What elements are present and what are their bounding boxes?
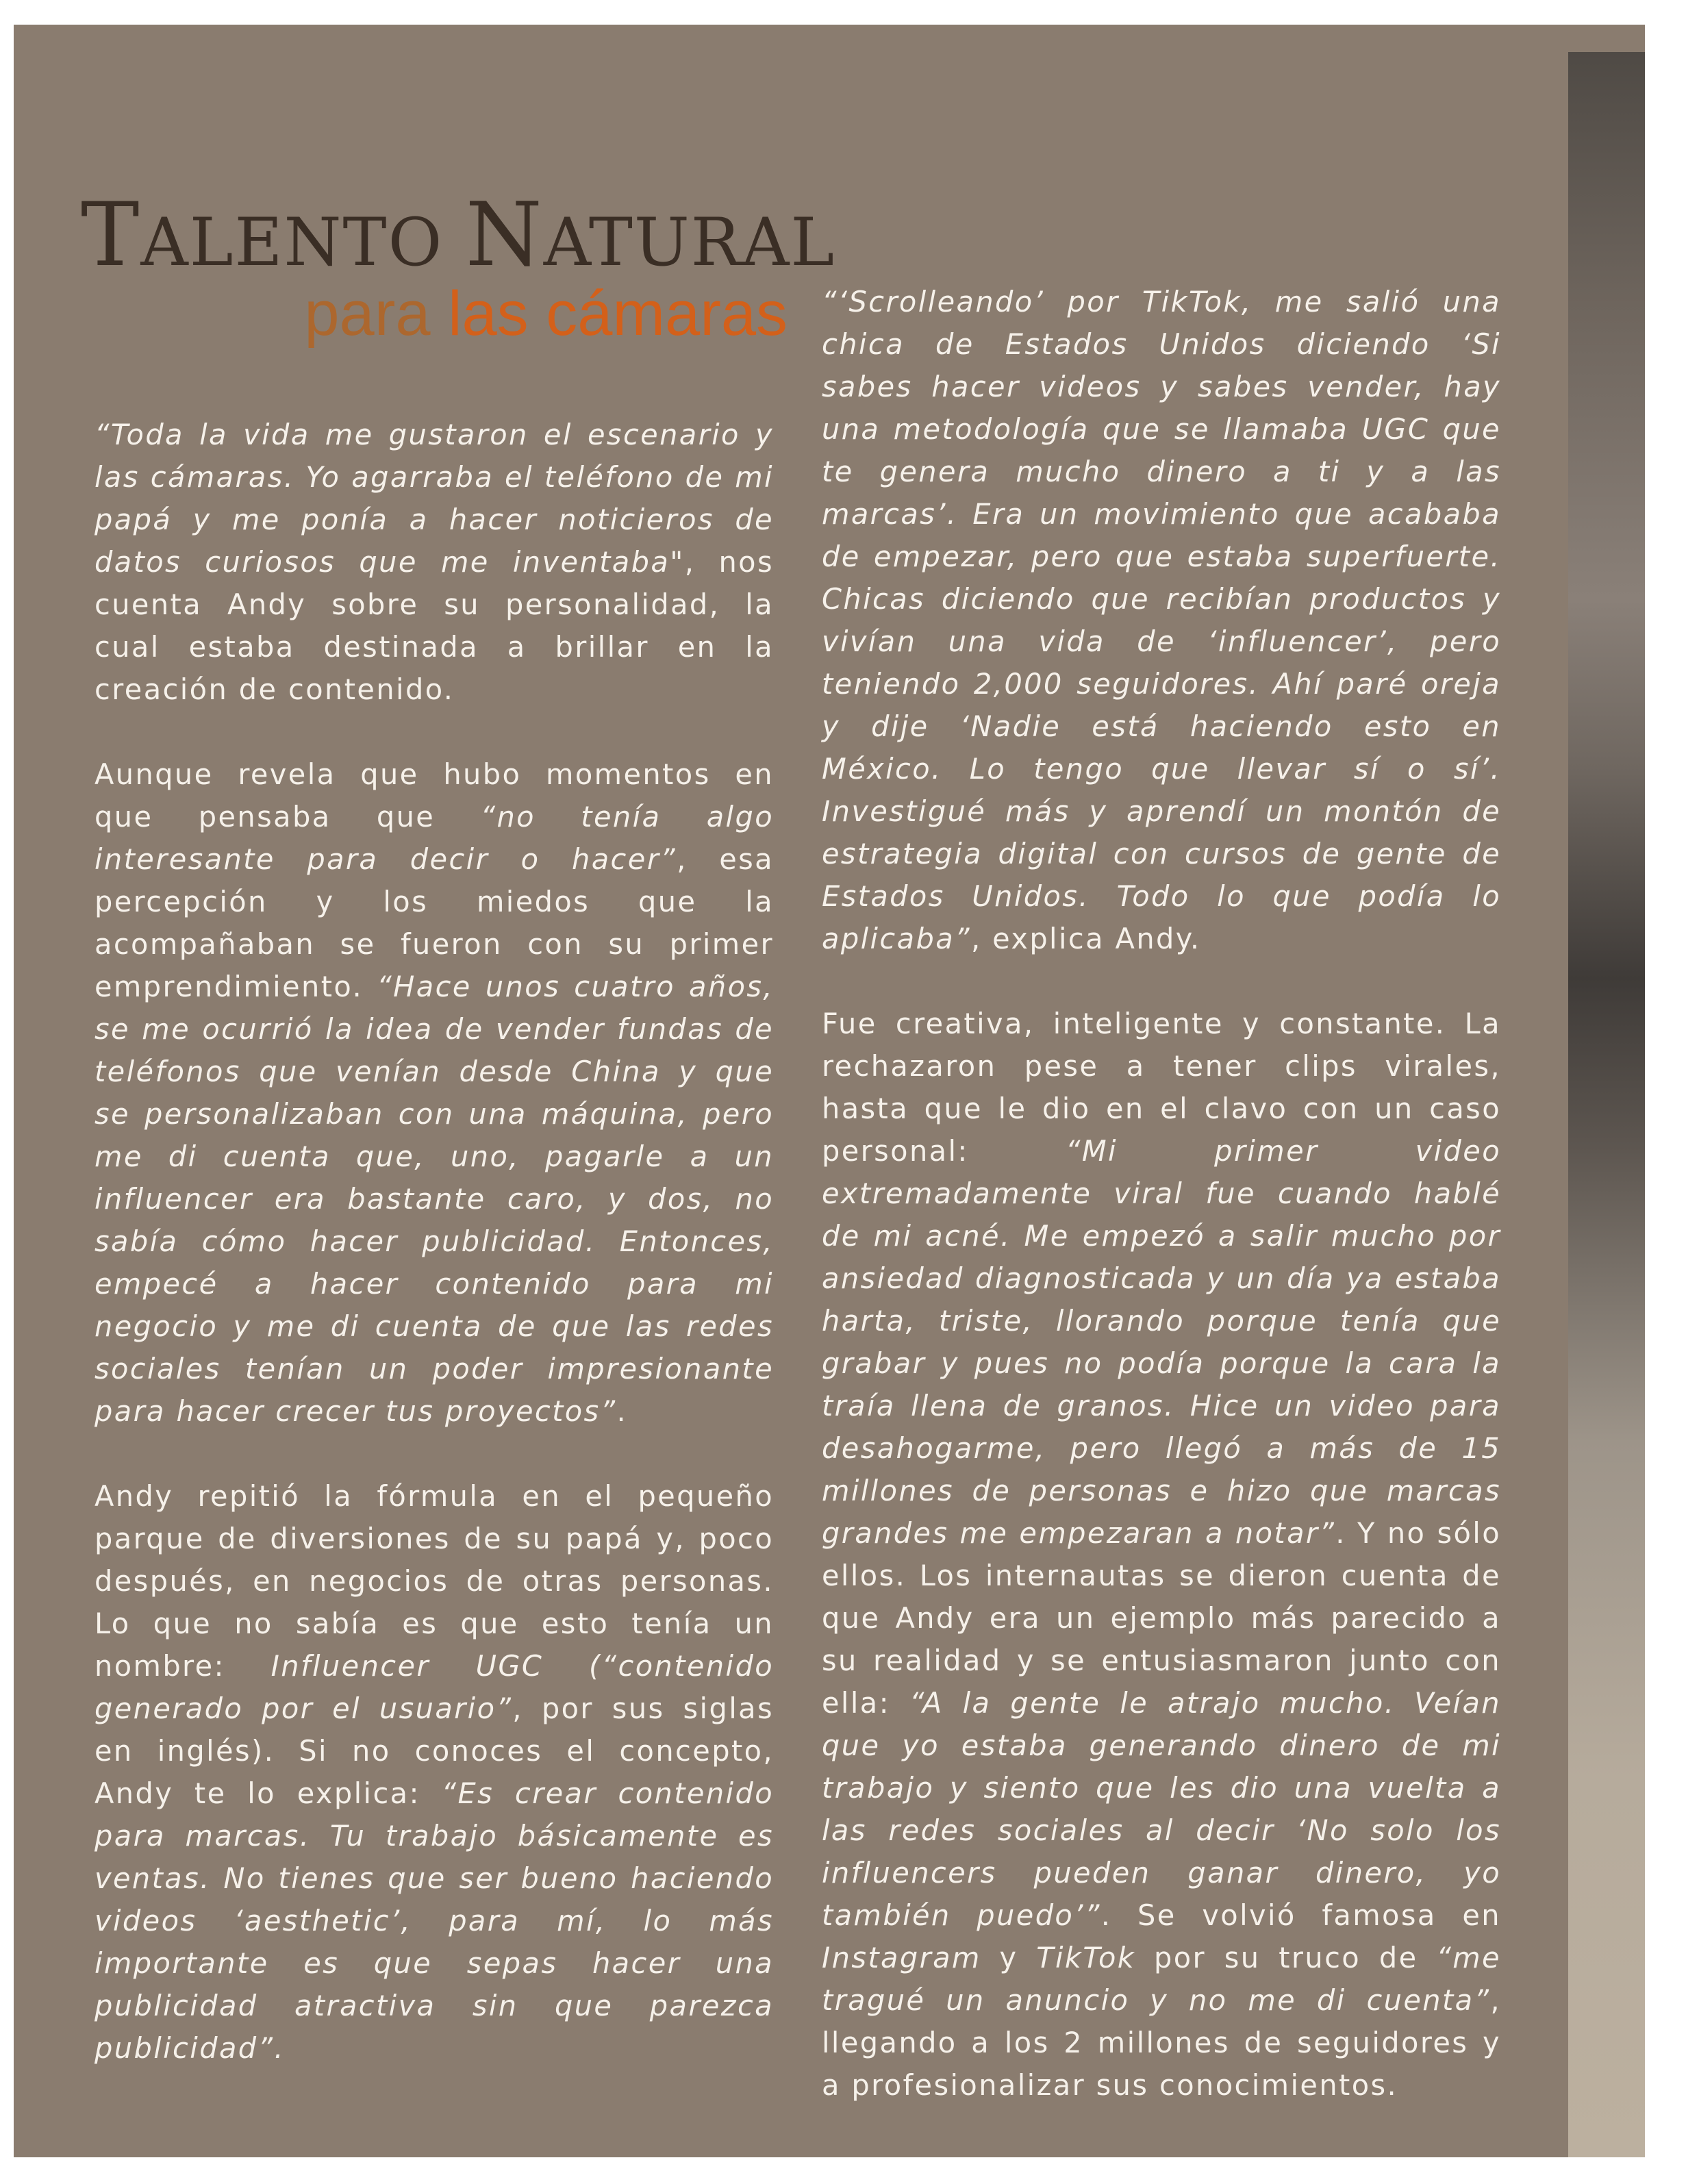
text-run: Aunque revela que hubo momentos en que pensaba que: [95, 757, 774, 833]
italic-run: TikTok: [1036, 1941, 1136, 1974]
text-run: , por sus siglas en inglés). Si no conoces el concepto, Andy te lo explica:: [95, 1692, 774, 1810]
italic-run: “Mi primer video extremadamente viral fue cuando hablé de mi acné. Me empezó a salir mucho por ansiedad diagnosticada y un día ya estaba harta, triste, llorando porque tenía que grabar y pues no podía porque la cara la traía llena de granos. Hice un video para desahogarme, pero llegó a más de 15 millones de personas e hizo que marcas grandes me empezaran a notar”: [822, 1134, 1501, 1550]
text-run: y: [981, 1941, 1037, 1974]
subtitle-light: para: [304, 279, 431, 349]
italic-run: “A la gente le atrajo mucho. Veían que yo estaba generando dinero de mi trabajo y siento que les dio una vuelta a las redes sociales al decir ‘No solo los influencers pueden ganar dinero, yo también puedo’”: [822, 1686, 1501, 1932]
side-photo-strip: [1568, 52, 1645, 2157]
title-word-natural: NATURAL: [465, 184, 836, 286]
magazine-page: [14, 25, 1645, 2157]
text-run: , nos cuenta Andy sobre su personalidad, la cual estaba destinada a brillar en la creación de contenido.: [95, 545, 774, 706]
text-run: por su truco de: [1135, 1941, 1437, 1974]
right-column: [822, 281, 1501, 2107]
italic-run: “‘Scrolleando’ por TikTok, me salió una chica de Estados Unidos diciendo ‘Si sabes hacer videos y sabes vender, hay una metodología que se llamaba UGC que te genera mucho dinero a ti y a las marcas’. Era un movimiento que acababa de empezar, pero que estaba superfuerte. Chicas diciendo que recibían productos y vivían una vida de ‘influencer’, pero teniendo 2,000 seguidores. Ahí paré oreja y dije ‘Nadie está haciendo esto en México. Lo tengo que llevar sí o sí’. Investigué más y aprendí un montón de estrategia digital con cursos de gente de Estados Unidos. Todo lo que podía lo aplicaba”: [822, 285, 1501, 955]
text-run: .: [616, 1394, 628, 1428]
text-run: . Se volvió famosa en: [1100, 1898, 1501, 1932]
text-run: . Y no sólo ellos. Los internautas se dieron cuenta de que Andy era un ejemplo más parecido a su realidad y se entusiasmaron junto con ella:: [822, 1516, 1501, 1720]
text-run: , llegando a los 2 millones de seguidores y a profesionalizar sus conocimientos.: [822, 1983, 1501, 2102]
article-title: [81, 184, 836, 286]
text-run: Fue creativa, inteligente y constante. La rechazaron pese a tener clips virales, hasta que le dio en el clavo con un caso personal:: [822, 1007, 1501, 1168]
italic-run: “Hace unos cuatro años, se me ocurrió la idea de vender fundas de teléfonos que venían desde China y que se personalizaban con una máquina, pero me di cuenta que, uno, pagarle a un influencer era bastante caro, y dos, no sabía cómo hacer publicidad. Entonces, empecé a hacer contenido para mi negocio y me di cuenta de que las redes sociales tenían un poder impresionante para hacer crecer tus proyectos”: [95, 970, 774, 1428]
paragraph: [822, 1003, 1501, 2107]
paragraph: [95, 753, 774, 1433]
subtitle-strong: las cámaras: [448, 279, 788, 349]
italic-run: “no tenía algo interesante para decir o hacer”: [95, 800, 775, 876]
italic-run: Influencer UGC (“contenido generado por el usuario”: [95, 1649, 774, 1725]
italic-run: Instagram: [822, 1941, 981, 1974]
italic-run: “me tragué un anuncio y no me di cuenta”: [822, 1941, 1501, 2017]
paragraph: [822, 281, 1501, 960]
text-run: , esa percepción y los miedos que la acompañaban se fueron con su primer emprendimiento.: [95, 842, 775, 1003]
paragraph: [95, 1475, 774, 2070]
left-column: [95, 414, 774, 2070]
paragraph: [95, 414, 774, 711]
italic-run: “Es crear contenido para marcas. Tu trabajo básicamente es ventas. No tienes que ser bueno haciendo videos ‘aesthetic’, para mí, lo más importante es que sepas hacer una publicidad atractiva sin que parezca publicidad”.: [95, 1777, 774, 2065]
text-run: Andy repitió la fórmula en el pequeño parque de diversiones de su papá y, poco después, en negocios de otras personas. Lo que no sabía es que esto tenía un nombre:: [95, 1479, 774, 1683]
title-word-talento: TALENTO: [81, 184, 444, 286]
article-subtitle: [304, 279, 788, 348]
article-title-block: [81, 184, 836, 366]
text-run: , explica Andy.: [970, 922, 1201, 955]
italic-run: “Toda la vida me gustaron el escenario y las cámaras. Yo agarraba el teléfono de mi papá y me ponía a hacer noticieros de datos curiosos que me inventaba": [95, 418, 774, 579]
